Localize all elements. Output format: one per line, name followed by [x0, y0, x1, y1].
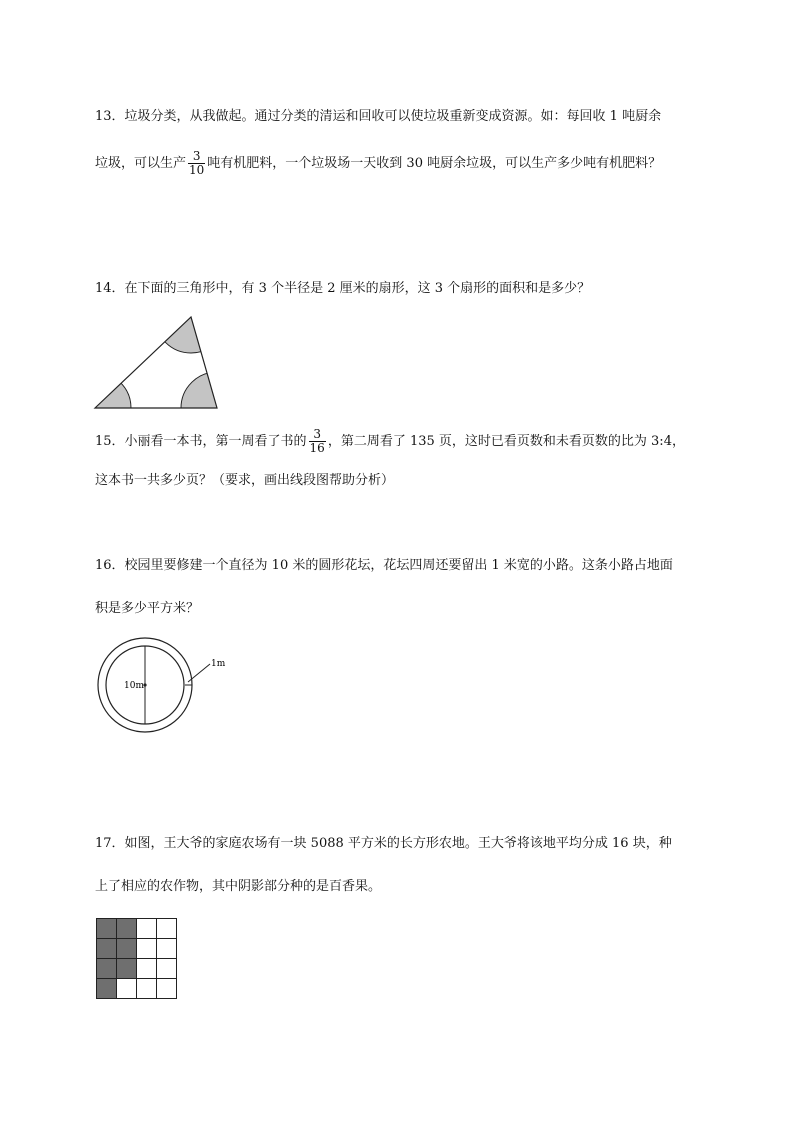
grid-cell-shaded — [97, 979, 117, 999]
q17-line1: 17．如图，王大爷的家庭农场有一块 5088 平方米的长方形农地。王大爷将该地平均分成 16 块，种 — [95, 836, 672, 851]
q17-line2: 上了相应的农作物，其中阴影部分种的是百香果。 — [95, 879, 382, 894]
grid-cell — [137, 979, 157, 999]
q15-line2: 这本书一共多少页？（要求，画出线段图帮助分析） — [95, 473, 395, 488]
q13-line2-pre: 垃圾，可以生产 — [95, 156, 187, 171]
q16-line2: 积是多少平方米？ — [95, 601, 200, 616]
q15-line1 — [95, 428, 685, 455]
circle-garden-figure — [95, 636, 245, 736]
diameter-label: 10m — [124, 681, 144, 691]
grid-cell — [137, 959, 157, 979]
q13-line2 — [95, 150, 661, 177]
q13-fraction-numerator: 3 — [188, 150, 205, 164]
grid-cell — [157, 979, 177, 999]
grid-cell-shaded — [117, 939, 137, 959]
path-width-leader — [188, 664, 210, 682]
grid-cell — [157, 919, 177, 939]
triangle-figure — [93, 314, 223, 414]
q15-fraction-numerator: 3 — [309, 428, 326, 442]
grid-cell-shaded — [97, 939, 117, 959]
q15-fraction-denominator: 16 — [309, 441, 325, 455]
grid-cell — [117, 979, 137, 999]
q14-line1: 14．在下面的三角形中，有 3 个半径是 2 厘米的扇形，这 3 个扇形的面积和是多少？ — [95, 281, 591, 296]
grid-cell-shaded — [97, 919, 117, 939]
path-width-label: 1m — [211, 659, 226, 669]
sector-top — [155, 314, 223, 353]
grid-cell-shaded — [117, 919, 137, 939]
q13-line1: 13．垃圾分类，从我做起。通过分类的清运和回收可以使垃圾重新变成资源。如：每回收 1 吨厨余 — [95, 109, 662, 124]
q15-fraction — [309, 428, 326, 455]
grid-cell-shaded — [117, 959, 137, 979]
q16-line1: 16．校园里要修建一个直径为 10 米的圆形花坛，花坛四周还要留出 1 米宽的小路。这条小路占地面 — [95, 558, 673, 573]
grid-cell — [137, 919, 157, 939]
grid-cell — [157, 959, 177, 979]
q13-fraction-denominator: 10 — [189, 163, 205, 177]
q15-line1-pre: 15．小丽看一本书，第一周看了书的 — [95, 434, 307, 449]
q13-fraction — [188, 150, 205, 177]
q15-line1-post: ，第二周看了 135 页，这时已看页数和未看页数的比为 3:4， — [327, 434, 685, 449]
grid-cell — [137, 939, 157, 959]
q13-line2-post: 吨有机肥料，一个垃圾场一天收到 30 吨厨余垃圾，可以生产多少吨有机肥料？ — [207, 156, 662, 171]
grid-cell-shaded — [97, 959, 117, 979]
farm-grid-figure — [95, 917, 179, 1001]
grid-cell — [157, 939, 177, 959]
